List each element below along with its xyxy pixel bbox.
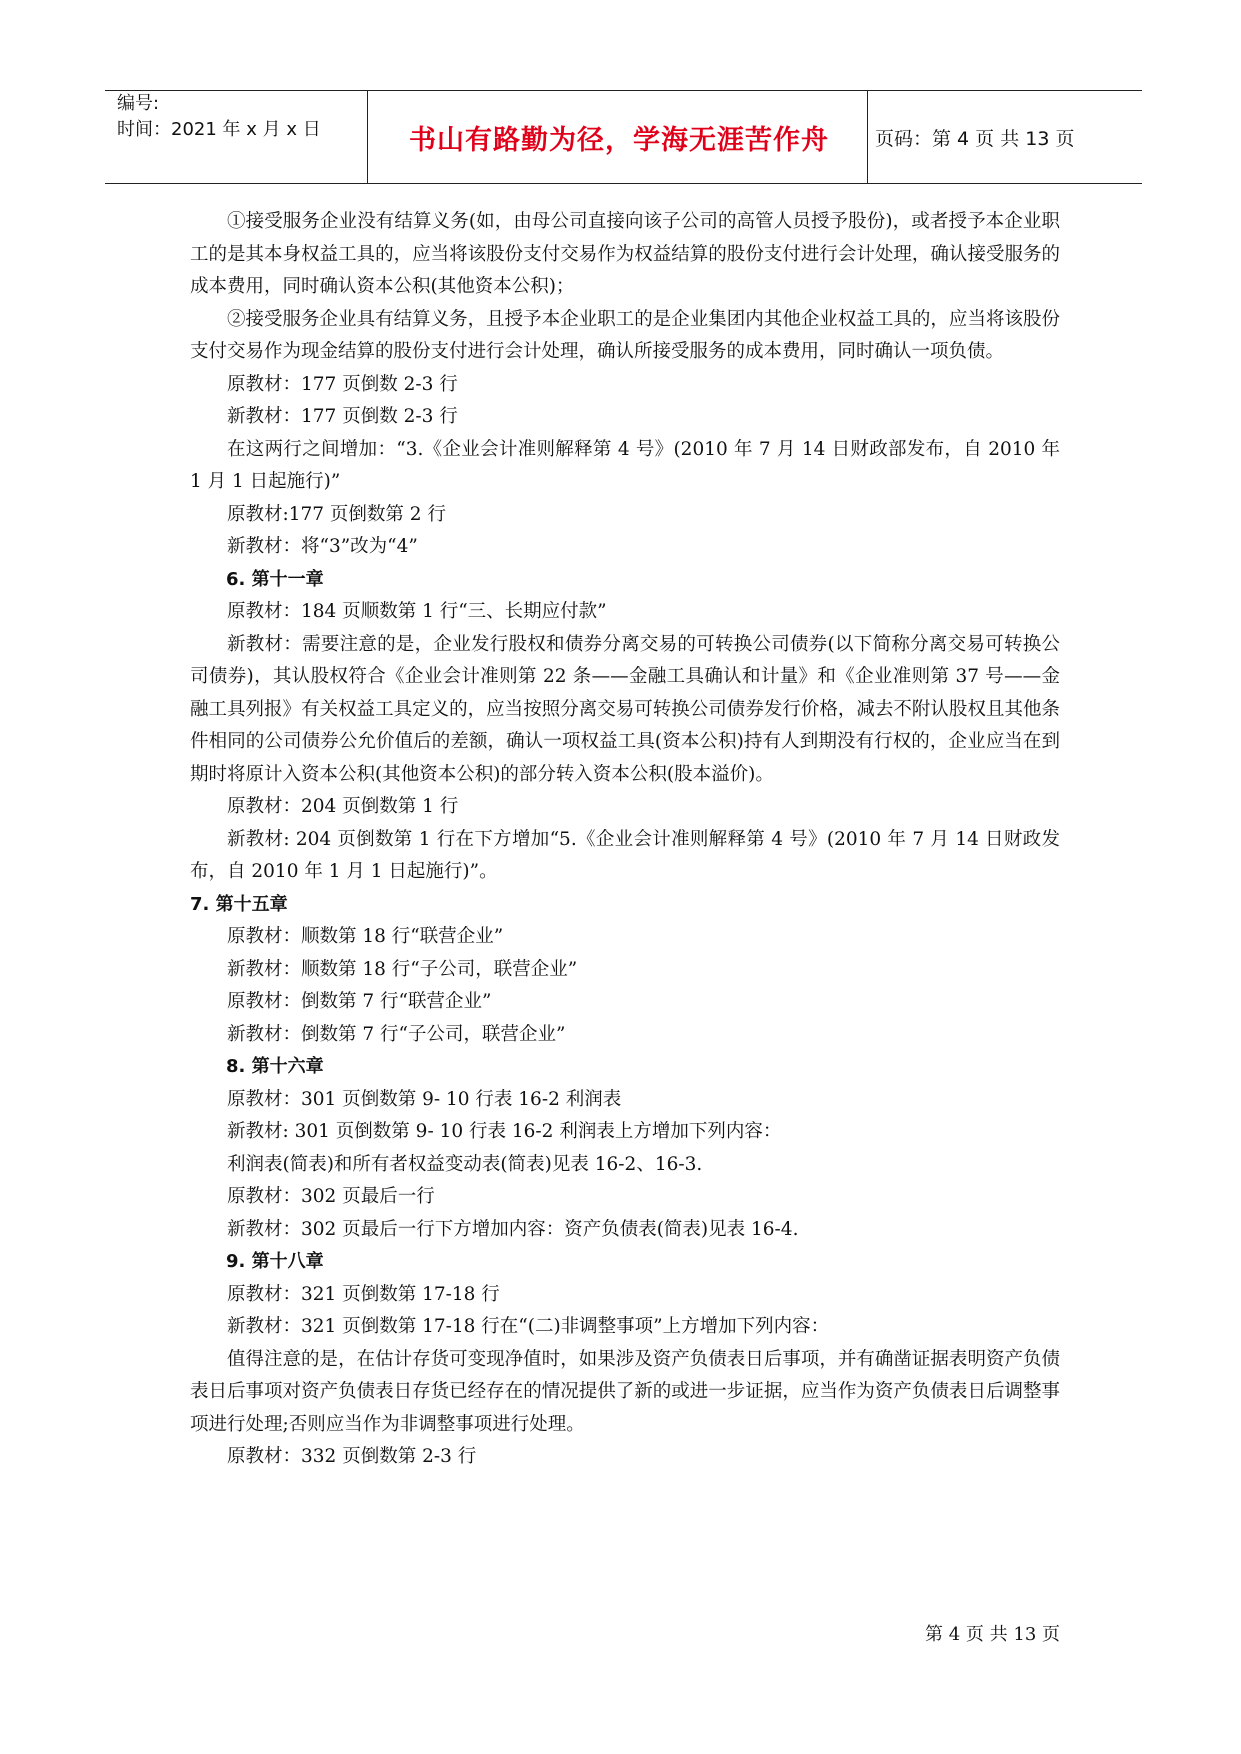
- paragraph: 新教材：需要注意的是，企业发行股权和债券分离交易的可转换公司债券(以下简称分离交易可转换公司债券)，其认股权符合《企业会计准则第 22 条——金融工具确认和计量》和《企业准则第 37 号——金融工具列报》有关权益工具定义的，应当按照分离交易可转换公司债券发行价格，减去不附认股权且其他条件相同的公司债券公允价值后的差额，确认一项权益工具(资本公积)持有人到期没有行权的，企业应当在到期时将原计入资本公积(其他资本公积)的部分转入资本公积(股本溢价)。: [190, 633, 1060, 785]
- paragraph: 原教材:177 页倒数第 2 行: [227, 503, 446, 525]
- header-number-label: 编号:: [117, 93, 160, 114]
- paragraph: ①接受服务企业没有结算义务(如，由母公司直接向该子公司的高管人员授予股份)，或者授予本企业职工的是其本身权益工具的，应当将该股份支付交易作为权益结算的股份支付进行会计处理，确认接受服务的成本费用，同时确认资本公积(其他资本公积)；: [190, 211, 1060, 297]
- page-footer: 第 4 页 共 13 页: [925, 1624, 1060, 1645]
- header-divider-right: [867, 91, 868, 183]
- chapter-heading: 8. 第十六章: [226, 1056, 324, 1077]
- page-header: [105, 90, 1142, 184]
- header-page-label: 页码：第 4 页 共 13 页: [875, 127, 1075, 150]
- document-body: [190, 206, 1060, 1474]
- paragraph: 原教材：332 页倒数第 2-3 行: [227, 1446, 477, 1467]
- paragraph: 原教材：204 页倒数第 1 行: [227, 796, 459, 817]
- paragraph: 新教材：321 页倒数第 17-18 行在“(二)非调整事项”上方增加下列内容：: [227, 1316, 830, 1337]
- paragraph: 原教材：301 页倒数第 9- 10 行表 16-2 利润表: [227, 1088, 622, 1110]
- paragraph: ②接受服务企业具有结算义务，且授予本企业职工的是企业集团内其他企业权益工具的，应当将该股份支付交易作为现金结算的股份支付进行会计处理，确认所接受服务的成本费用，同时确认一项负债。: [190, 308, 1060, 362]
- paragraph: 值得注意的是，在估计存货可变现净值时，如果涉及资产负债表日后事项，并有确凿证据表明资产负债表日后事项对资产负债表日存货已经存在的情况提供了新的或进一步证据，应当作为资产负债表日后调整事项进行处理;否则应当作为非调整事项进行处理。: [190, 1348, 1060, 1435]
- paragraph: 新教材：302 页最后一行下方增加内容：资产负债表(简表)见表 16-4.: [227, 1218, 799, 1240]
- chapter-heading: 7. 第十五章: [190, 893, 288, 915]
- paragraph: 新教材：将“3”改为“4”: [227, 536, 418, 557]
- paragraph: 新教材：倒数第 7 行“子公司，联营企业”: [227, 1023, 566, 1045]
- paragraph: 原教材：302 页最后一行: [227, 1186, 435, 1207]
- paragraph: 新教材: 301 页倒数第 9- 10 行表 16-2 利润表上方增加下列内容：: [227, 1121, 782, 1142]
- paragraph: 新教材：顺数第 18 行“子公司，联营企业”: [227, 958, 578, 980]
- header-time-label: 时间：2021 年 x 月 x 日: [117, 119, 321, 140]
- paragraph: 在这两行之间增加：“3.《企业会计准则解释第 4 号》(2010 年 7 月 14 日财政部发布，自 2010 年 1 月 1 日起施行)”: [190, 438, 1060, 492]
- paragraph: 原教材：184 页顺数第 1 行“三、长期应付款”: [227, 601, 607, 622]
- header-meta: [117, 91, 367, 143]
- header-divider-left: [367, 91, 368, 183]
- paragraph: 利润表(简表)和所有者权益变动表(简表)见表 16-2、16-3.: [227, 1153, 703, 1175]
- paragraph: 新教材：177 页倒数 2-3 行: [227, 406, 458, 427]
- paragraph: 原教材：倒数第 7 行“联营企业”: [227, 991, 492, 1012]
- header-motto: 书山有路勤为径，学海无涯苦作舟: [409, 124, 829, 156]
- chapter-heading: 9. 第十八章: [226, 1251, 324, 1272]
- chapter-heading: 6. 第十一章: [226, 568, 324, 590]
- paragraph: 原教材：177 页倒数 2-3 行: [227, 373, 458, 395]
- paragraph: 原教材：顺数第 18 行“联营企业”: [227, 926, 504, 947]
- paragraph: 新教材: 204 页倒数第 1 行在下方增加“5.《企业会计准则解释第 4 号》(2010 年 7 月 14 日财政发布，自 2010 年 1 月 1 日起施行)”。: [190, 828, 1060, 882]
- paragraph: 原教材：321 页倒数第 17-18 行: [227, 1283, 500, 1305]
